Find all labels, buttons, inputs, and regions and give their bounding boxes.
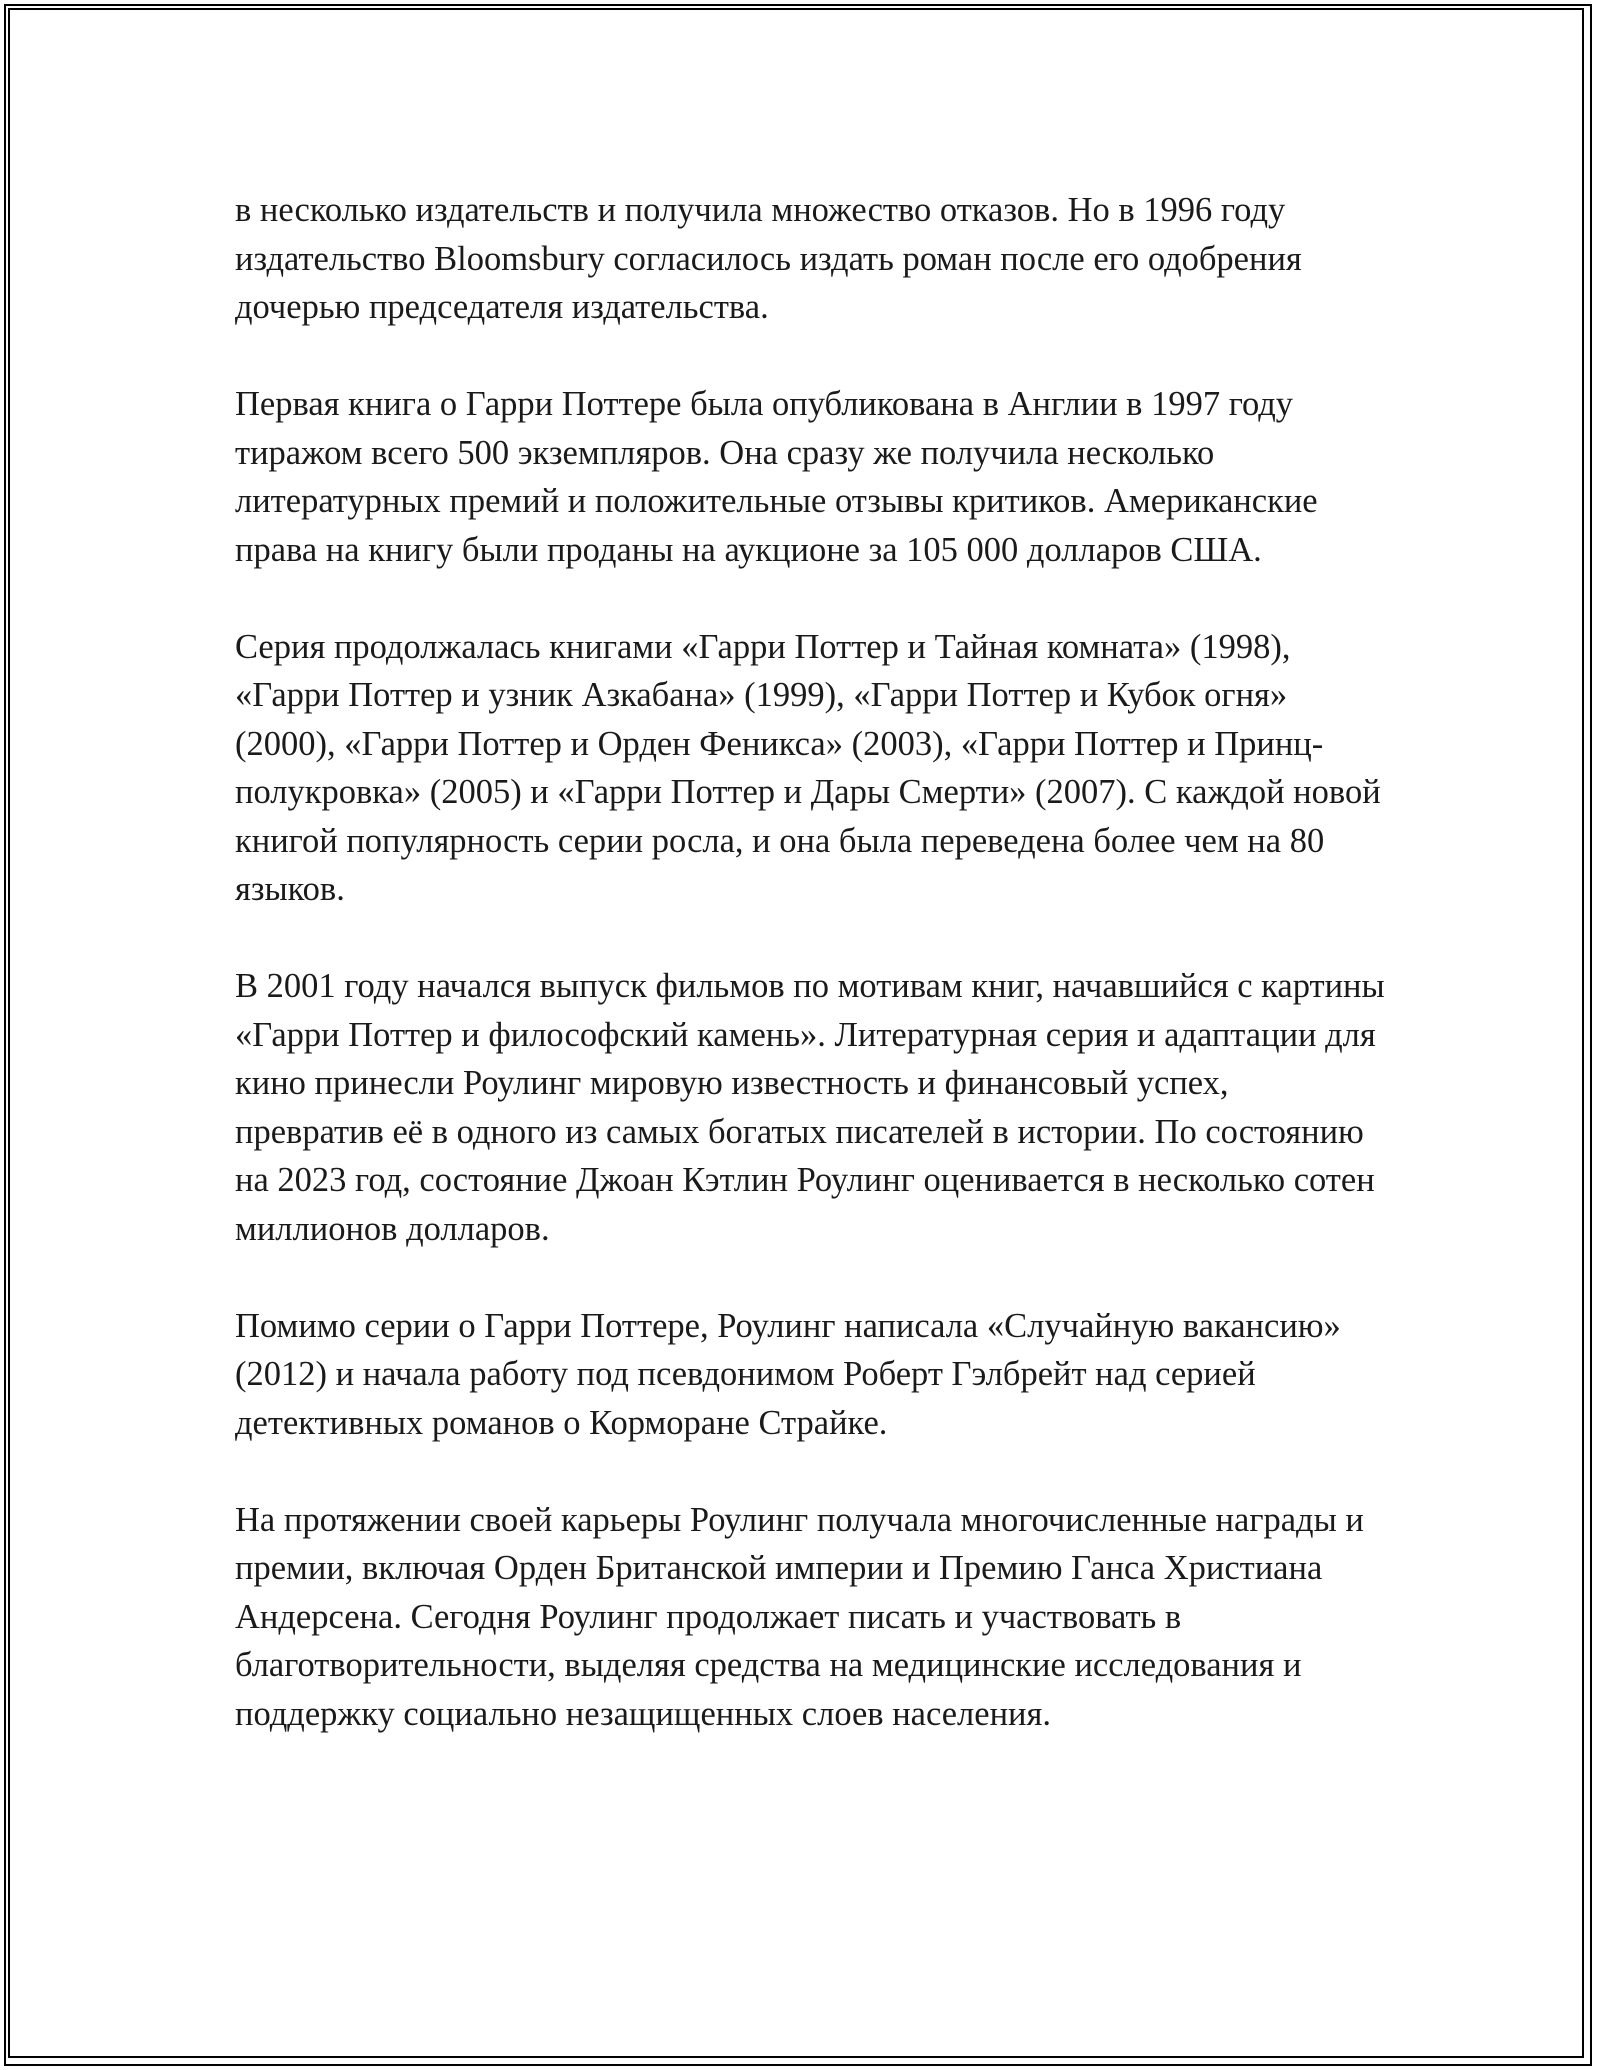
paragraph-publishing-rejections: в несколько издательств и получила множество отказов. Но в 1996 году издательство Bloomsbury согласилось издать роман после его одобрения дочерью председателя издательства.: [235, 191, 1302, 326]
document-body: [235, 186, 1385, 1738]
paragraph-awards-charity: На протяжении своей карьеры Роулинг получала многочисленные награды и премии, включая Орден Британской империи и Премию Ганса Христиана Андерсена. Сегодня Роулинг продолжает писать и участвовать в благотворительности, выделяя средства на медицинские исследования и поддержку социально незащищенных слоев населения.: [235, 1500, 1364, 1733]
paragraph-films: В 2001 году начался выпуск фильмов по мотивам книг, начавшийся с картины «Гарри Поттер и философский камень». Литературная серия и адаптации для кино принесли Роулинг мировую известность и финансовый успех, превратив её в одного из самых богатых писателей в истории. По состоянию на 2023 год, состояние Джоан Кэтлин Роулинг оценивается в несколько сотен миллионов долларов.: [235, 967, 1385, 1248]
paragraph-first-book: Первая книга о Гарри Поттере была опубликована в Англии в 1997 году тиражом всего 500 экземпляров. Она сразу же получила несколько литературных премий и положительные отзывы критиков. Американские права на книгу были проданы на аукционе за 105 000 долларов США.: [235, 385, 1318, 569]
paragraph-other-works: Помимо серии о Гарри Поттере, Роулинг написала «Случайную вакансию» (2012) и начала работу под псевдонимом Роберт Гэлбрейт над серией детективных романов о Корморане Страйке.: [235, 1306, 1341, 1442]
paragraph-series-continuation: Серия продолжалась книгами «Гарри Поттер и Тайная комната» (1998), «Гарри Поттер и узник Азкабана» (1999), «Гарри Поттер и Кубок огня» (2000), «Гарри Поттер и Орден Феникса» (2003), «Гарри Поттер и Принц-полукровка» (2005) и «Гарри Поттер и Дары Смерти» (2007). С каждой новой книгой популярность серии росла, и она была переведена более чем на 80 языков.: [235, 627, 1381, 908]
